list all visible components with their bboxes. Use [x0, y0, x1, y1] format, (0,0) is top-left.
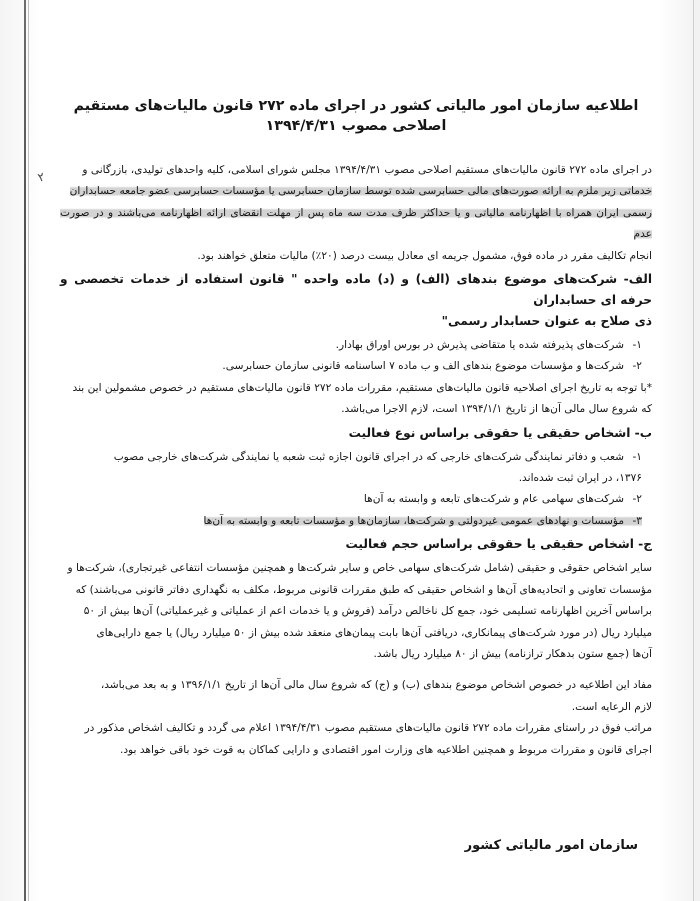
handwritten-margin-mark: ۲: [35, 169, 47, 185]
section-c-line: سایر اشخاص حقوقی و حقیقی (شامل شرکت‌های سهامی خاص و سایر شرکت‌ها و همچنین مؤسسات انتفاعی غیرتجاری)، شرکت‌ها و: [67, 562, 652, 575]
section-c-line: مؤسسات تعاونی و اتحادیه‌های آن‌ها و اشخاص حقیقی که طبق مقررات قانونی مربوط، مکلف به نگهداری دفاتر قانونی می‌باشند) که: [75, 583, 652, 596]
scan-edge-left-inner: [28, 0, 29, 901]
section-a-note: *با توجه به تاریخ اجرای اصلاحیه قانون مالیات‌های مستقیم، مقررات ماده ۲۷۲ قانون مالیات‌های مستقیم در خصوص مشمولین این بند: [72, 381, 652, 394]
section-a-heading: الف- شرکت‌های موضوع بندهای (الف) و (د) ماده واحده " قانون استفاده از خدمات تخصصی و حرفه ای حسابداران ذی صلاح به عنوان حسابدار رسمی": [60, 272, 652, 329]
intro-paragraph: [60, 160, 652, 267]
section-c-line: براساس آخرین اظهارنامه تسلیمی خود، جمع کل ناخالص درآمد (فروش و یا خدمات اعم از عملیاتی و غیرعملیاتی) آن‌ها بیش از ۵۰: [83, 605, 652, 618]
closing-paragraph-1: لازم الرعایه است.: [571, 700, 652, 713]
section-b-item-1: ۱-شعب و دفاتر نمایندگی شرکت‌های خارجی که در اجرای قانون اجازه ثبت شعبه یا نمایندگی شرکت‌های خارجی مصوب: [113, 450, 642, 463]
section-c-line: آن‌ها (جمع ستون بدهکار ترازنامه) بیش از ۸۰ میلیارد ریال باشد.: [373, 647, 652, 660]
section-c-heading: ج- اشخاص حقیقی یا حقوقی براساس حجم فعالیت: [345, 537, 652, 552]
section-a-note: که شروع سال مالی آن‌ها از تاریخ ۱۳۹۴/۱/۱ است، لازم الاجرا می‌باشد.: [341, 403, 652, 416]
intro-line: در اجرای ماده ۲۷۲ قانون مالیات‌های مستقیم اصلاحی مصوب ۱۳۹۴/۴/۳۱ مجلس شورای اسلامی، کلیه واحدهای تولیدی، بازرگانی و: [82, 164, 652, 176]
section-a-item-1: ۱-شرکت‌های پذیرفته شده یا متقاضی پذیرش در بورس اوراق بهادار.: [335, 339, 642, 352]
section-a-item-2: ۲-شرکت‌ها و مؤسسات موضوع بندهای الف و ب ماده ۷ اساسنامه قانونی سازمان حسابرسی.: [222, 360, 642, 373]
signature-organization: سازمان امور مالیاتی کشور: [464, 838, 638, 853]
highlighted-text: رسمی ایران همراه با اظهارنامه مالیاتی و یا حداکثر ظرف مدت سه ماه پس از مهلت انقضای ارائه اظهارنامه می‌باشند و در صورت عدم: [60, 206, 652, 241]
section-b-item-3: [60, 511, 652, 532]
closing-paragraph-1: مفاد این اطلاعیه در خصوص اشخاص موضوع بندهای (ب) و (ج) که شروع سال مالی آن‌ها از تاریخ ۱۳۹۶/۱/۱ و به بعد می‌باشد،: [100, 679, 652, 692]
section-c-line: میلیارد ریال (در مورد شرکت‌های پیمانکاری، دریافتی آن‌ها بابت پیمان‌های منعقد شده بیش از ۵۰ میلیارد ریال) یا جمع دارایی‌های: [96, 626, 652, 639]
closing-paragraph-2: اجرای قانون و مقررات مربوط و همچنین اطلاعیه های وزارت امور اقتصادی و دارایی کماکان به قوت خود باقی خواهد بود.: [119, 743, 652, 756]
announcement-title: اطلاعیه سازمان امور مالیاتی کشور در اجرای ماده ۲۷۲ قانون مالیات‌های مستقیم اصلاحی مصوب ۱۳۹۴/۴/۳۱: [73, 98, 639, 134]
highlighted-text: ۳-مؤسسات و نهادهای عمومی غیردولتی و شرکت‌ها، سازمان‌ها و مؤسسات تابعه و وابسته به آن‌ها: [203, 514, 642, 527]
announcement-body: [60, 96, 652, 761]
scan-edge-left: [24, 0, 26, 901]
intro-line: [60, 181, 652, 202]
scan-edge-right: [693, 0, 694, 901]
highlighted-text: خدماتی زیر ملزم به ارائه صورت‌های مالی حسابرسی شده توسط سازمان حسابرسی یا مؤسسات حسابرسی عضو جامعه حسابداران: [69, 185, 652, 198]
intro-line: انجام تکالیف مقرر در ماده فوق، مشمول جریمه ای معادل بیست درصد (۲۰٪) مالیات متعلق خواهند بود.: [197, 249, 652, 262]
section-b-item-2: ۲-شرکت‌های سهامی عام و شرکت‌های تابعه و وابسته به آن‌ها: [363, 493, 642, 506]
section-b-heading: ب- اشخاص حقیقی یا حقوقی براساس نوع فعالیت: [348, 425, 652, 440]
section-b-item-1-cont: ۱۳۷۶، در ایران ثبت شده‌اند.: [518, 472, 642, 485]
closing-paragraph-2: مراتب فوق در راستای مقررات ماده ۲۷۲ قانون مالیات‌های مستقیم مصوب ۱۳۹۴/۴/۳۱ اعلام می گردد و تکالیف اشخاص مذکور در: [84, 722, 652, 735]
intro-line: [60, 203, 652, 246]
